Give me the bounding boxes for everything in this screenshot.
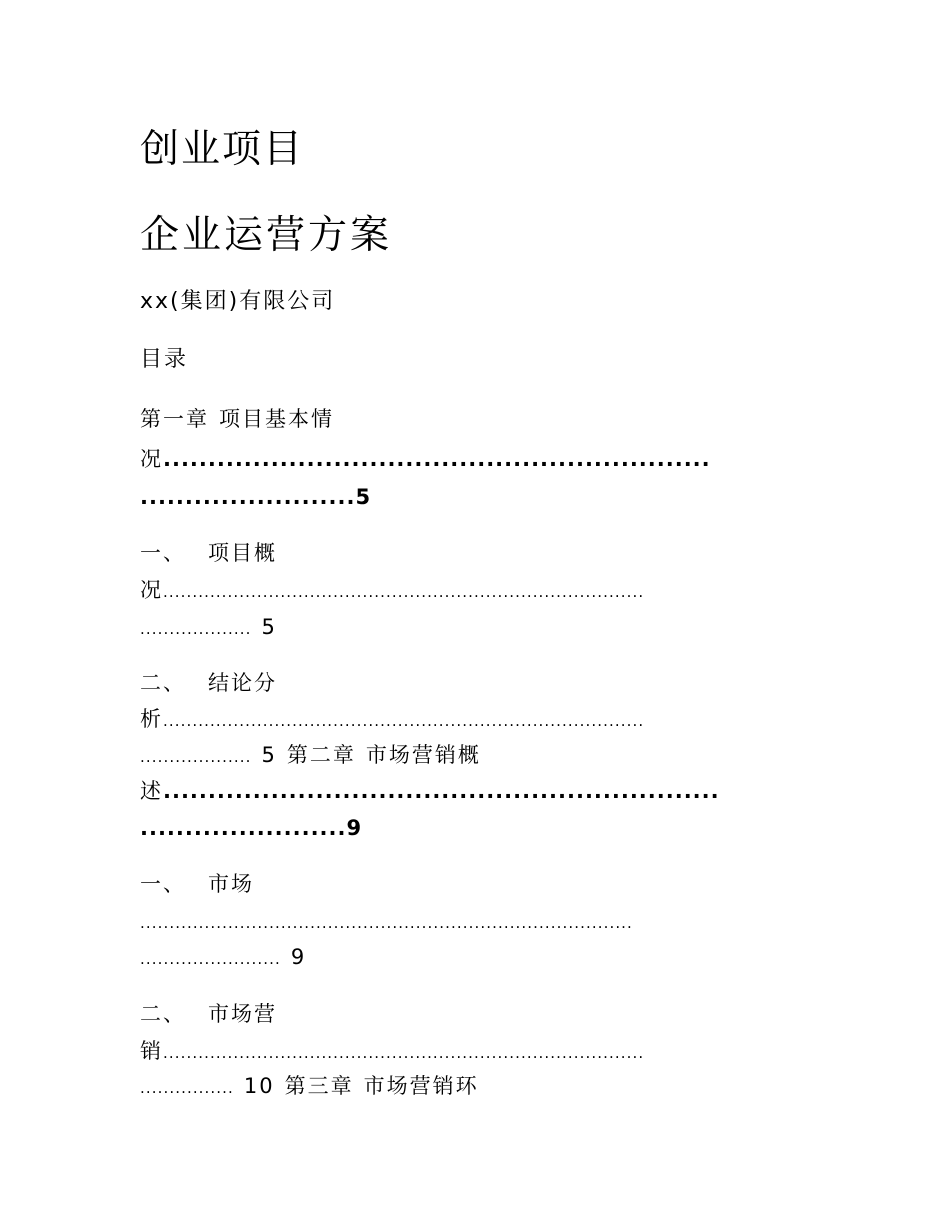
toc-section-1-2-dots-cont: ................... — [140, 748, 252, 766]
toc-chapter-1-label: 第一章 — [140, 407, 209, 431]
toc-section-2-1-num: 一、 — [140, 872, 186, 896]
toc-section-2-2-page-line — [140, 1076, 479, 1097]
toc-section-1-2-leader — [140, 709, 644, 730]
toc-chapter-1-name: 项目基本情 — [219, 407, 334, 431]
toc-section-2-1-page-line — [140, 947, 306, 968]
toc-chapter-2-dots-cont: ....................... — [140, 816, 347, 840]
toc-section-1-2-dots: .................................................................................. — [163, 712, 645, 730]
toc-chapter-1-dots: ............................................................. — [163, 447, 711, 471]
toc-heading: 目录 — [140, 347, 189, 372]
toc-chapter-2-name-end: 述 — [140, 779, 163, 803]
toc-chapter-1-dots-cont: ........................ — [140, 485, 356, 509]
toc-section-1-1-name: 项目概 — [208, 541, 277, 565]
toc-section-2-1-dots-cont: ........................ — [140, 950, 281, 968]
toc-section-1-1-name-end: 况 — [140, 578, 163, 602]
toc-chapter-3-name: 市场营销环 — [363, 1074, 479, 1098]
toc-section-2-1-name: 市场 — [208, 872, 254, 896]
toc-chapter-2-dots: .............................................................. — [163, 779, 720, 803]
toc-section-2-1-dots: .................................................................................... — [140, 914, 633, 932]
toc-section-1-1-leader — [140, 580, 644, 601]
toc-section-2-2-leader — [140, 1041, 644, 1062]
toc-section-1-2-num: 二、 — [140, 671, 186, 695]
toc-section-1-2-title — [140, 673, 277, 694]
toc-chapter-2-page-line — [140, 818, 363, 839]
toc-section-1-1-page: 5 — [261, 615, 277, 639]
document-title: 创业项目 — [140, 127, 305, 172]
toc-section-1-1-dots-cont: ................... — [140, 620, 252, 638]
toc-section-2-1-title — [140, 874, 254, 895]
toc-chapter-2-label: 第二章 — [286, 743, 356, 767]
toc-chapter-1-title — [140, 409, 334, 430]
toc-section-2-2-dots: .................................................................................. — [163, 1044, 645, 1062]
toc-chapter-2-leader — [140, 781, 720, 802]
toc-chapter-2-name: 市场营销概 — [365, 743, 481, 767]
toc-section-2-2-title — [140, 1004, 277, 1025]
document-subtitle: 企业运营方案 — [140, 213, 393, 258]
toc-section-2-2-page: 10 — [243, 1074, 275, 1098]
toc-section-2-2-num: 二、 — [140, 1002, 186, 1026]
company-name: xx(集团)有限公司 — [140, 289, 336, 314]
toc-chapter-1-leader — [140, 449, 711, 470]
toc-chapter-3-label: 第三章 — [284, 1074, 354, 1098]
toc-section-1-1-dots: .................................................................................. — [163, 583, 645, 601]
toc-section-1-2-name: 结论分 — [208, 671, 277, 695]
toc-section-1-2-page-line — [140, 745, 481, 766]
toc-section-2-2-dots-cont: ................ — [140, 1079, 234, 1097]
toc-chapter-1-page: 5 — [355, 485, 373, 509]
toc-section-1-2-name-end: 析 — [140, 707, 163, 731]
toc-chapter-1-name-end: 况 — [140, 447, 163, 471]
toc-section-1-1-title — [140, 543, 277, 564]
toc-section-1-1-num: 一、 — [140, 541, 186, 565]
toc-chapter-2-page: 9 — [346, 816, 364, 840]
toc-section-2-1-leader — [140, 911, 633, 932]
toc-section-2-2-name: 市场营 — [208, 1002, 277, 1026]
toc-section-1-1-page-line — [140, 617, 277, 638]
toc-section-1-2-page: 5 — [261, 743, 277, 767]
toc-section-2-1-page: 9 — [290, 945, 307, 969]
toc-chapter-1-page-line — [140, 487, 372, 508]
toc-section-2-2-name-end: 销 — [140, 1039, 163, 1063]
